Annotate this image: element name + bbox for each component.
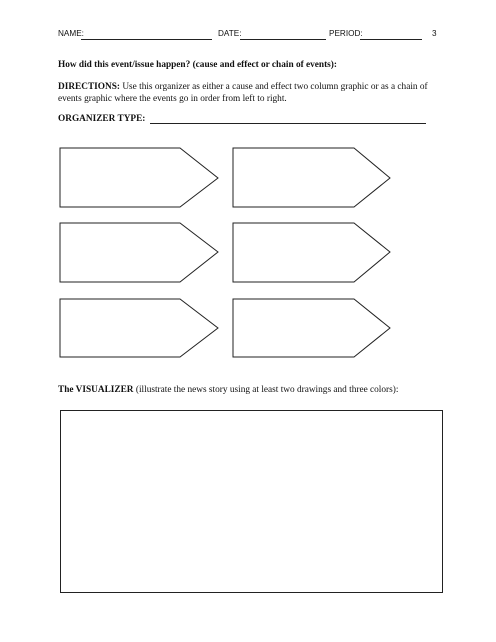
page-number: 3 bbox=[432, 29, 437, 38]
period-label: PERIOD: bbox=[329, 29, 363, 38]
visualizer-instructions bbox=[58, 385, 398, 395]
visualizer-text: (illustrate the news story using at least two drawings and three colors): bbox=[135, 385, 399, 395]
organizer-type-label: ORGANIZER TYPE: bbox=[58, 114, 146, 124]
name-label: NAME: bbox=[58, 29, 84, 38]
visualizer-label: The VISUALIZER bbox=[58, 385, 134, 395]
arrow-box-row2-right[interactable] bbox=[233, 223, 390, 282]
arrow-box-row3-left[interactable] bbox=[60, 299, 218, 357]
date-label: DATE: bbox=[218, 29, 242, 38]
question-heading: How did this event/issue happen? (cause and effect or chain of events): bbox=[58, 60, 337, 70]
visualizer-drawing-box[interactable] bbox=[60, 410, 443, 593]
directions-text: Use this organizer as either a cause and effect two column graphic or as a chain of events graphic where the events go in order from left to right. bbox=[58, 82, 428, 104]
directions-label: DIRECTIONS: bbox=[58, 82, 120, 92]
arrow-box-row1-left[interactable] bbox=[60, 148, 218, 207]
arrow-box-row3-right[interactable] bbox=[233, 299, 390, 357]
arrow-box-row1-right[interactable] bbox=[233, 148, 390, 207]
arrow-box-row2-left[interactable] bbox=[60, 223, 218, 282]
